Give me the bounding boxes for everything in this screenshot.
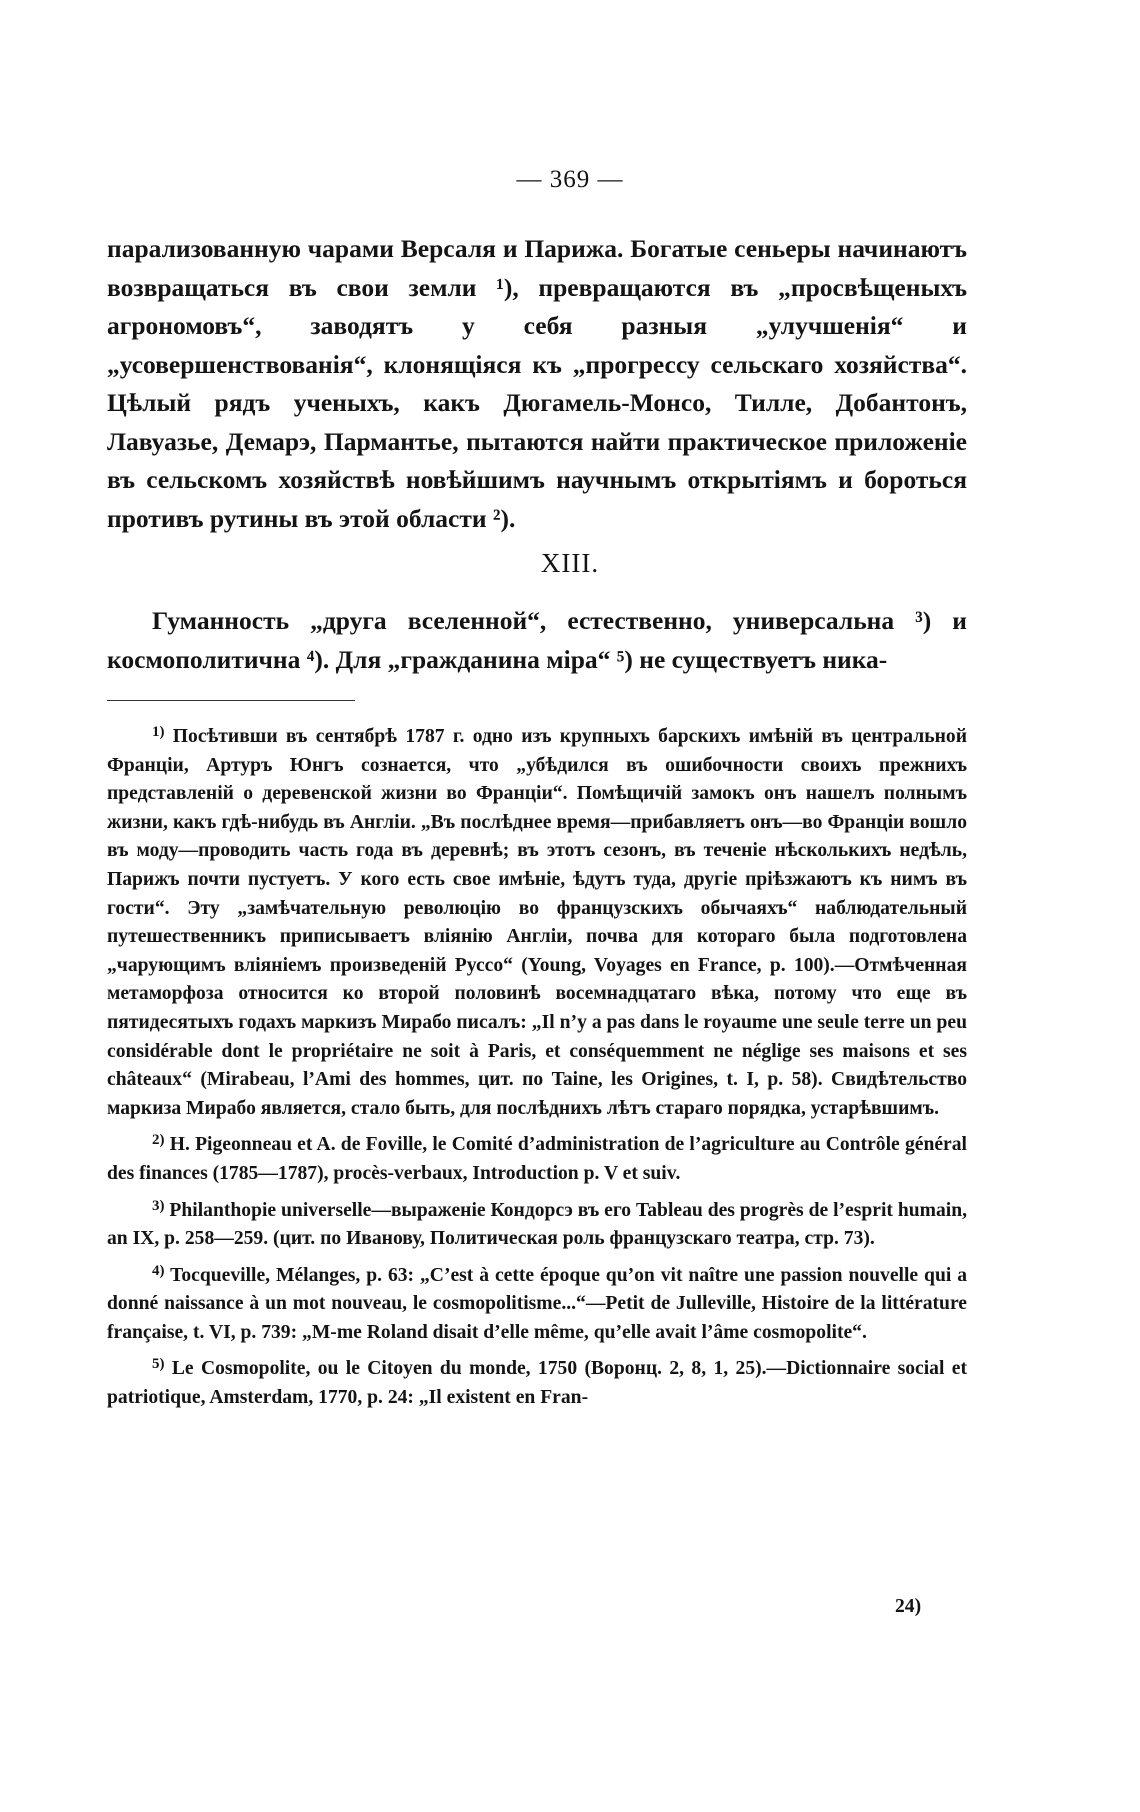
footnote-4 (107, 1257, 967, 1348)
section-heading: XIII. (540, 548, 600, 578)
main-paragraph: парализованную чарами Версаля и Парижа. Богатые сеньеры начинаютъ возвращаться въ свои земли ¹), превращаются въ „просвѣщеныхъ агрономовъ“, заводятъ у себя разныя „улучшенія“ и „усовершенствованія“, клонящіяся къ „прогрессу сельскаго хозяйства“. Цѣлый рядъ ученыхъ, какъ Дюгамель-Монсо, Тилле, Добантонъ, Лавуазье, Демарэ, Пармантье, пытаются найти практическое приложеніе въ сельскомъ хозяйствѣ новѣйшимъ научнымъ открытіямъ и бороться противъ рутины въ этой области ²). (107, 234, 967, 533)
footnote-3 (107, 1192, 967, 1254)
footnote-1 (107, 718, 967, 1123)
section-paragraph: Гуманность „друга вселенной“, естественно, универсальна ³) и космополитична ⁴). Для „гражданина міра“ ⁵) не существуетъ ника- (107, 606, 967, 674)
footnote-text: Посѣтивши въ сентябрѣ 1787 г. одно изъ крупныхъ барскихъ имѣній въ центральной Франціи, Артуръ Юнгъ сознается, что „убѣдился въ ошибочности своихъ прежнихъ представленій о деревенской жизни во Франціи“. Помѣщичій замокъ онъ нашелъ полнымъ жизни, какъ гдѣ-нибудь въ Англіи. „Въ послѣднее время—прибавляетъ онъ—во Франціи вошло въ моду—проводить часть года въ деревнѣ; въ этотъ сезонъ, въ теченіе нѣсколькихъ недѣль, Парижъ почти пустуетъ. У кого есть свое имѣніе, ѣдутъ туда, другіе пріѣзжаютъ къ нимъ въ гости“. Эту „замѣчательную революцію во французскихъ обычаяхъ“ наблюдательный путешественникъ приписываетъ вліянію Англіи, почва для котораго была подготовлена „чарующимъ вліяніемъ произведеній Руссо“ (Young, Voyages en France, p. 100).—Отмѣченная метаморфоза относится ко второй половинѣ восемнадцатаго вѣка, потому что еще въ пятидесятыхъ годахъ маркизъ Мирабо писалъ: „Il n’y a pas dans le royaume une seule terre un peu considérable dont le propriétaire ne soit à Paris, et conséquemment ne néglige ses maisons et ses châteaux“ (Mirabeau, l’Ami des hommes, цит. по Taine, les Origines, t. I, p. 58). Свидѣтельство маркиза Мирабо является, стало быть, для послѣднихъ лѣтъ стараго порядка, устарѣвшимъ. (107, 726, 967, 1119)
footnote-5 (107, 1350, 967, 1412)
footnote-text: H. Pigeonneau et A. de Foville, le Comité d’administration de l’agriculture au Contrôle général des finances (1785—1787), procès-verbaux, Introduction p. V et suiv. (107, 1134, 967, 1184)
continuation-marker: 24) (895, 1596, 922, 1617)
footnote-mark: 2) (152, 1132, 165, 1149)
footnote-mark: 5) (152, 1356, 165, 1373)
footnote-divider (107, 700, 355, 701)
footnote-2 (107, 1126, 967, 1188)
footnotes (107, 718, 967, 1416)
footnote-mark: 4) (152, 1262, 165, 1279)
page-number: — 369 — (516, 166, 624, 193)
footnote-text: Philanthopie universelle—выраженіе Кондорсэ въ его Tableau des progrès de l’esprit humain, an IX, p. 258—259. (цит. по Иванову, Политическая роль французскаго театра, стр. 73). (107, 1199, 967, 1250)
footnote-mark: 1) (152, 724, 165, 740)
main-text-block (107, 230, 967, 538)
section-text-block (107, 602, 967, 679)
footnote-text: Tocqueville, Mélanges, p. 63: „C’est à cette époque qu’on vit naître une passion nouvelle qui a donné naissance à un mot nouveau, le cosmopolitisme...“—Petit de Julleville, Histoire de la littérature française, t. VI, p. 739: „M-me Roland disait d’elle même, qu’elle avait l’âme cosmopolite“. (107, 1264, 968, 1343)
footnote-mark: 3) (152, 1197, 165, 1214)
footnote-text: Le Cosmopolite, ou le Citoyen du monde, 1750 (Воронц. 2, 8, 1, 25).—Dictionnaire social et patriotique, Amsterdam, 1770, p. 24: „Il existent en Fran- (107, 1358, 967, 1409)
